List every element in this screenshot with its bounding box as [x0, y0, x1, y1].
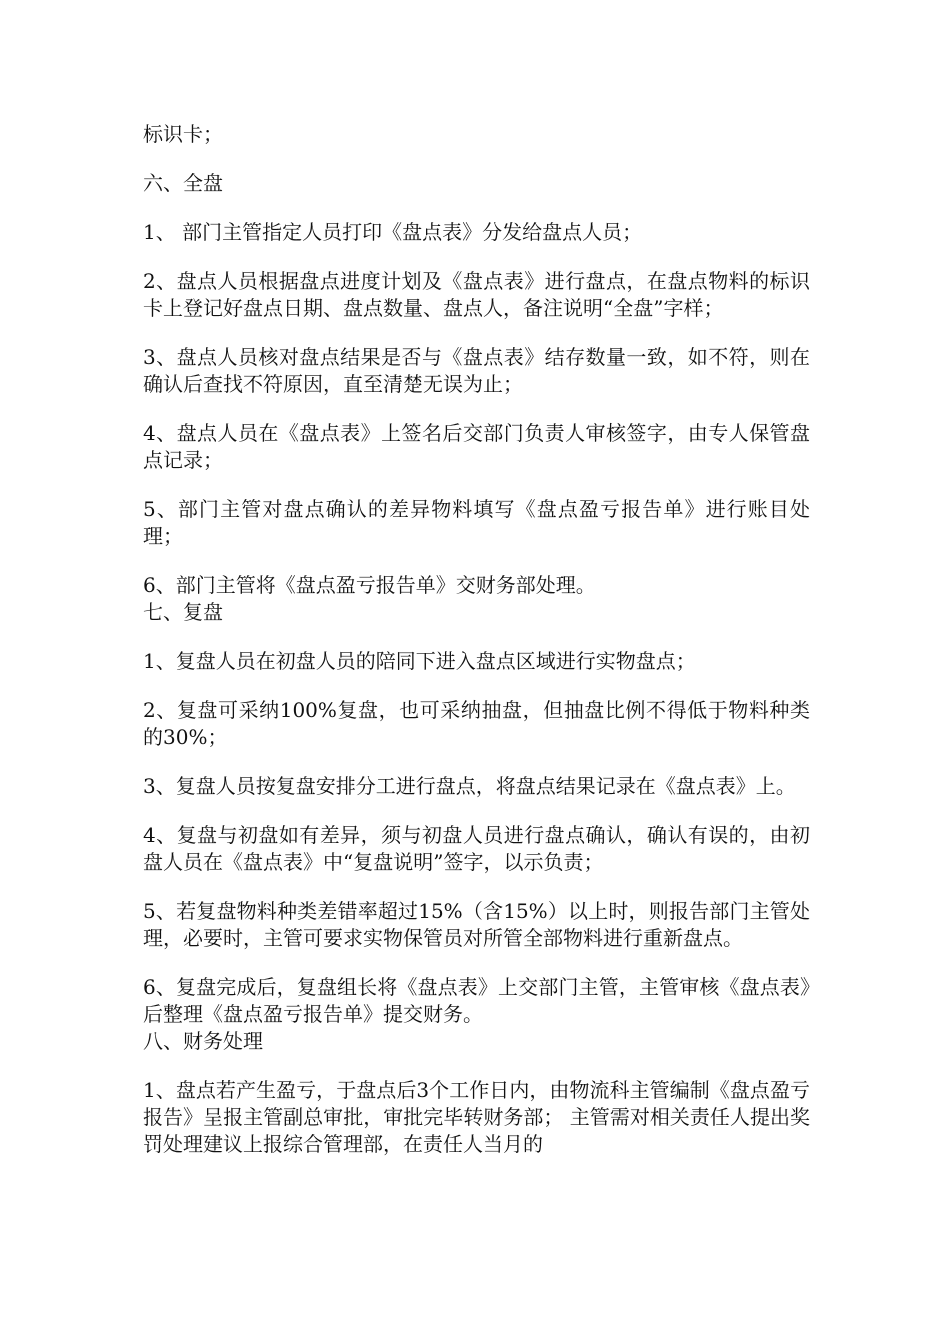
- paragraph-1: 标识卡；: [143, 122, 223, 146]
- section-heading-finance: 八、财务处理: [143, 1029, 263, 1053]
- paragraph-3: 1、 部门主管指定人员打印《盘点表》分发给盘点人员；: [143, 220, 643, 244]
- paragraph-10: 1、复盘人员在初盘人员的陪同下进入盘点区域进行实物盘点；: [143, 649, 696, 673]
- section-heading-full-count: 六、全盘: [143, 171, 223, 195]
- document-page: [143, 121, 810, 1158]
- paragraph-12: 3、复盘人员按复盘安排分工进行盘点，将盘点结果记录在《盘点表》上。: [143, 774, 796, 798]
- paragraph-13: 4、复盘与初盘如有差异，须与初盘人员进行盘点确认，确认有误的，由初盘人员在《盘点表》中“复盘说明”签字，以示负责；: [143, 823, 810, 874]
- paragraph-5: 3、盘点人员核对盘点结果是否与《盘点表》结存数量一致，如不符，则在确认后查找不符原因，直至清楚无误为止；: [143, 345, 810, 396]
- paragraph-14: 5、若复盘物料种类差错率超过15%（含15%）以上时，则报告部门主管处理，必要时，主管可要求实物保管员对所管全部物料进行重新盘点。: [143, 899, 810, 950]
- paragraph-8: 6、部门主管将《盘点盈亏报告单》交财务部处理。: [143, 573, 596, 597]
- paragraph-6: 4、盘点人员在《盘点表》上签名后交部门负责人审核签字，由专人保管盘点记录；: [143, 421, 810, 472]
- paragraph-11: 2、复盘可采纳100%复盘，也可采纳抽盘，但抽盘比例不得低于物料种类的30%；: [143, 698, 810, 749]
- paragraph-4: 2、盘点人员根据盘点进度计划及《盘点表》进行盘点，在盘点物料的标识卡上登记好盘点日期、盘点数量、盘点人，备注说明“全盘”字样；: [143, 269, 810, 320]
- section-heading-recount: 七、复盘: [143, 600, 223, 624]
- paragraph-17: 1、盘点若产生盈亏，于盘点后3个工作日内，由物流科主管编制《盘点盈亏报告》呈报主管副总审批，审批完毕转财务部； 主管需对相关责任人提出奖罚处理建议上报综合管理部，在责任人当月的: [143, 1078, 810, 1156]
- paragraph-7: 5、部门主管对盘点确认的差异物料填写《盘点盈亏报告单》进行账目处理；: [143, 497, 810, 548]
- paragraph-15: 6、复盘完成后，复盘组长将《盘点表》上交部门主管，主管审核《盘点表》后整理《盘点盈亏报告单》提交财务。: [143, 975, 810, 1026]
